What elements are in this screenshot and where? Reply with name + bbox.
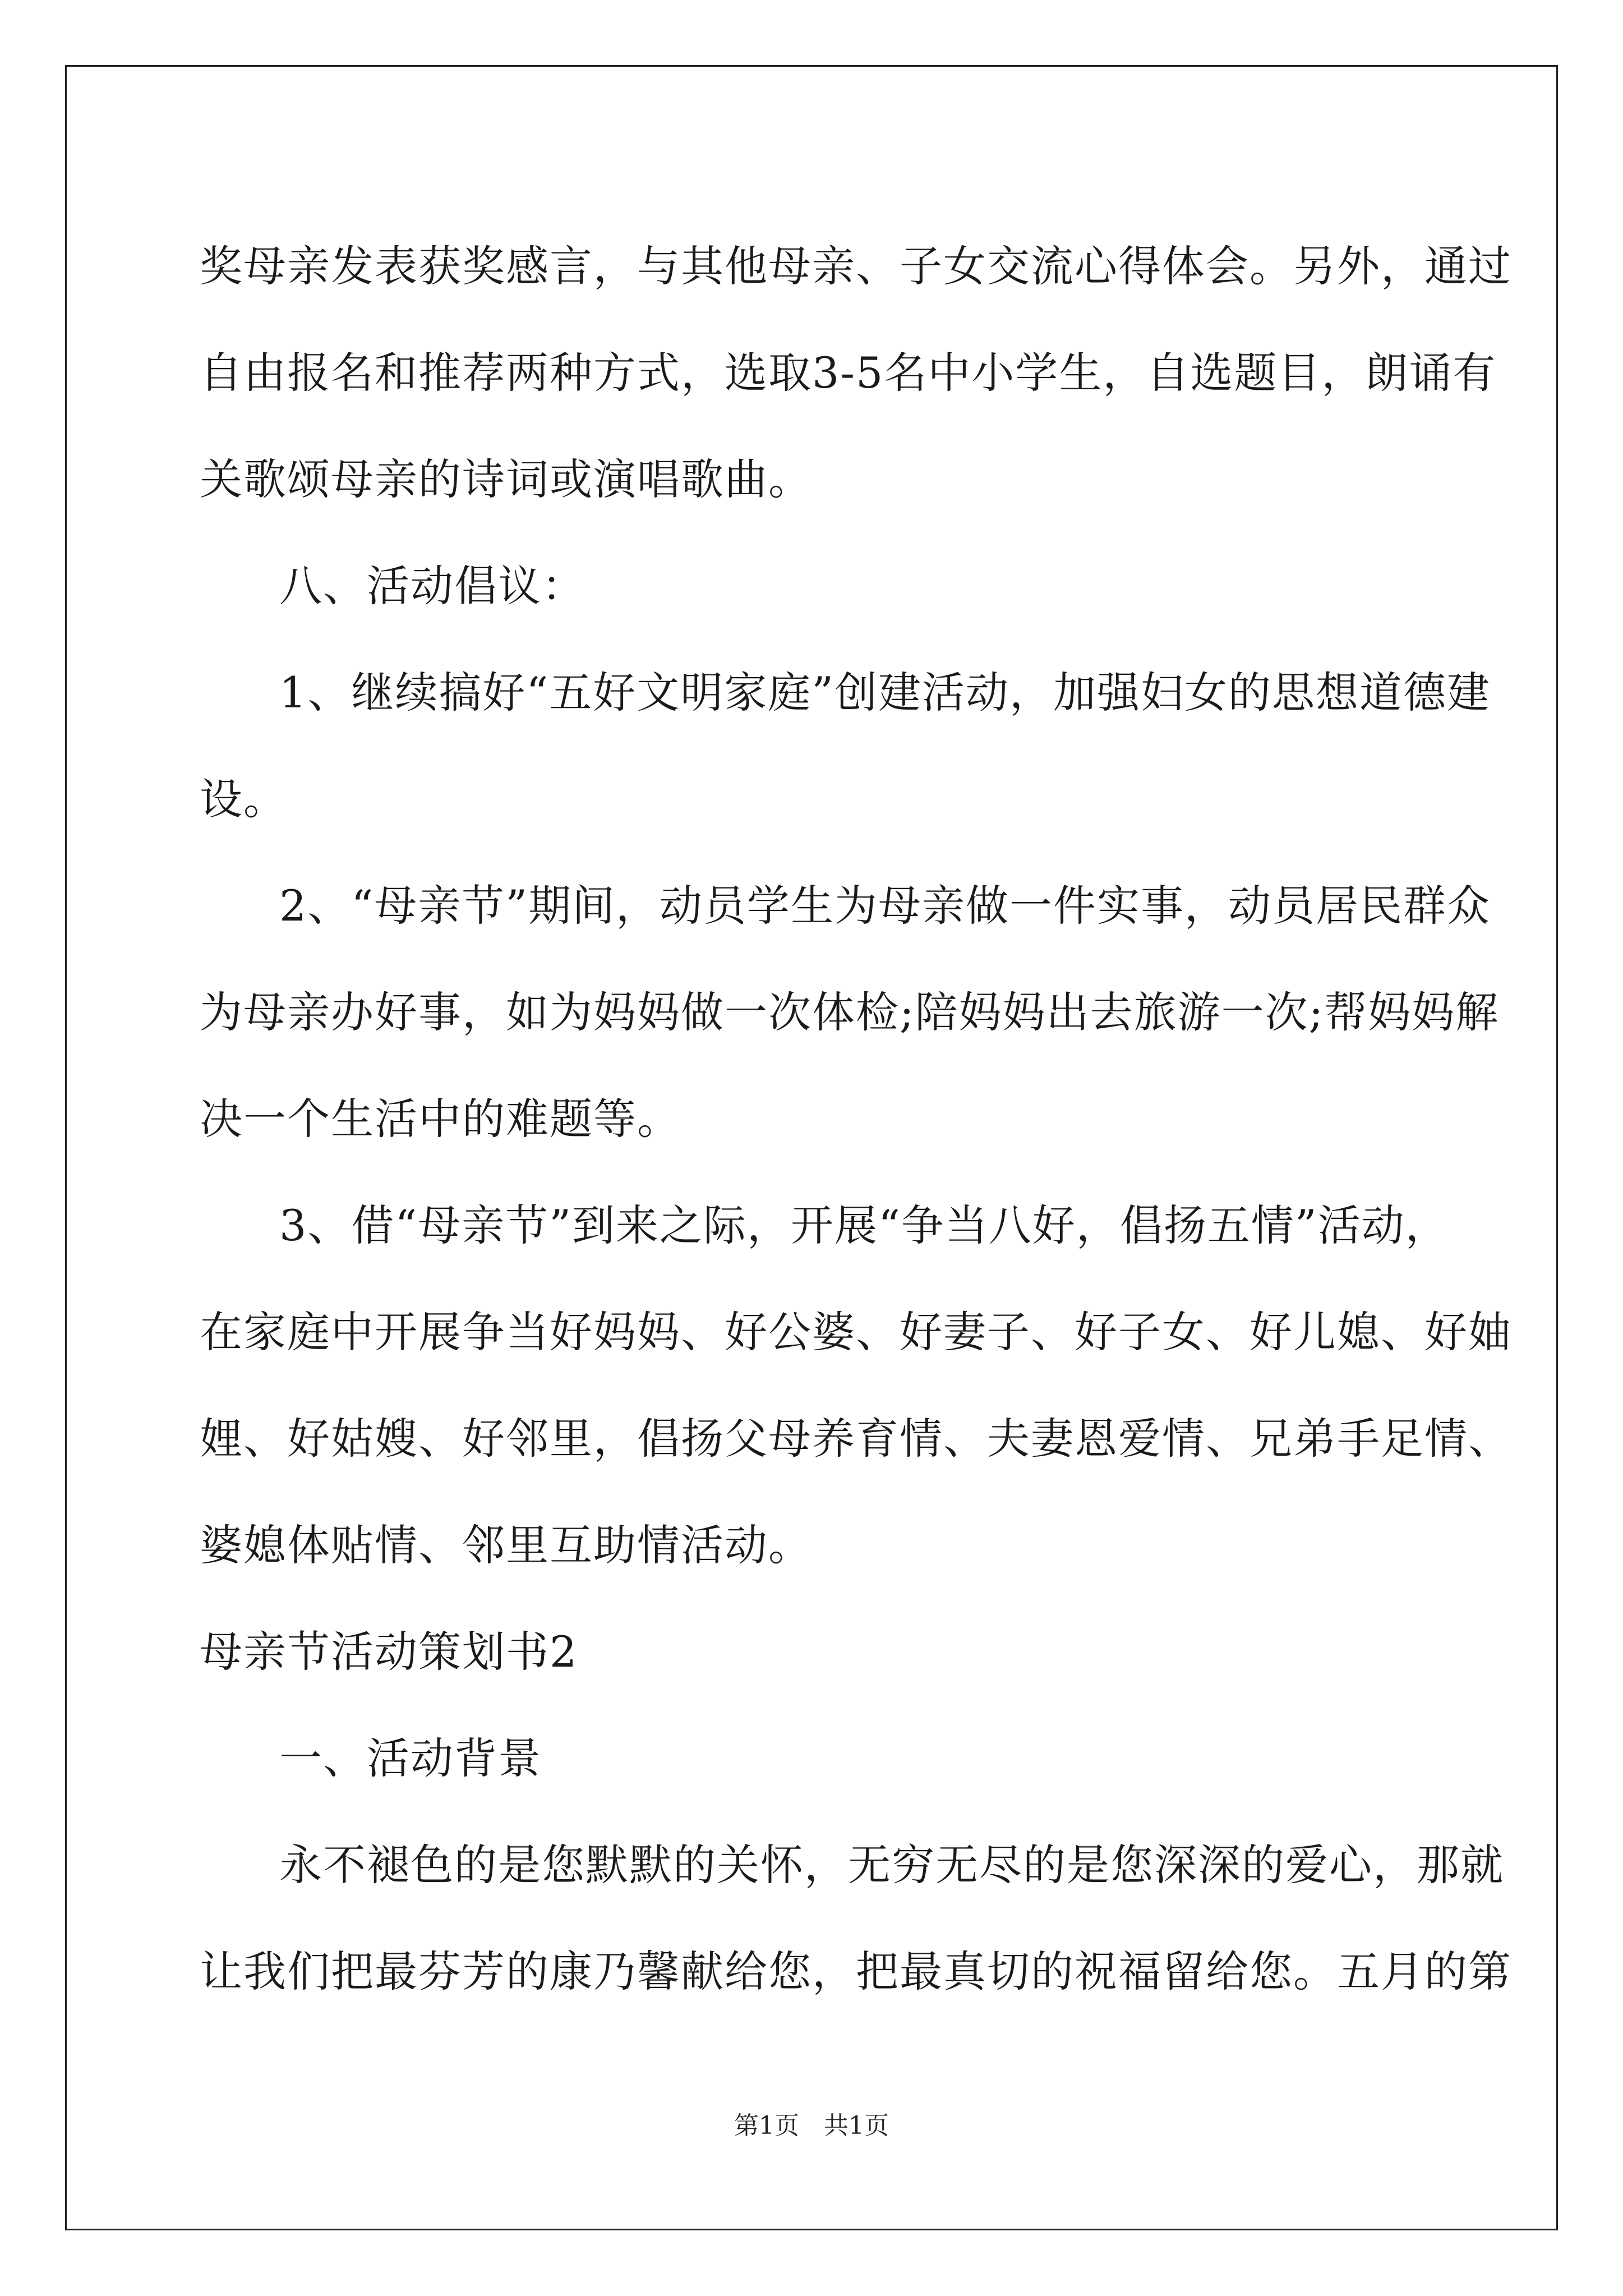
text-line: 关歌颂母亲的诗词或演唱歌曲。: [200, 454, 812, 504]
text-line: 自由报名和推荐两种方式，选取3-5名中小学生，自选题目，朗诵有: [200, 348, 1497, 398]
page-footer: 第1页 共1页: [734, 2111, 889, 2140]
document-body: [200, 213, 1512, 2025]
document-title: 母亲节活动策划书2: [200, 1627, 578, 1677]
text-line: 永不褪色的是您默默的关怀，无穷无尽的是您深深的爱心，那就: [279, 1840, 1504, 1890]
text-line: 1、继续搞好“五好文明家庭”创建活动，加强妇女的思想道德建: [279, 668, 1491, 717]
text-line: 设。: [200, 774, 287, 824]
text-line: 2、“母亲节”期间，动员学生为母亲做一件实事，动员居民群众: [279, 881, 1491, 931]
section-heading: 八、活动倡议：: [279, 561, 585, 611]
text-line: 在家庭中开展争当好妈妈、好公婆、好妻子、好子女、好儿媳、好妯: [200, 1307, 1512, 1357]
text-line: 让我们把最芬芳的康乃馨献给您，把最真切的祝福留给您。五月的第: [200, 1947, 1512, 1996]
section-heading: 一、活动背景: [279, 1733, 542, 1783]
text-line: 决一个生活中的难题等。: [200, 1094, 681, 1144]
text-line: 娌、好姑嫂、好邻里，倡扬父母养育情、夫妻恩爱情、兄弟手足情、: [200, 1414, 1512, 1464]
text-line: 3、借“母亲节”到来之际，开展“争当八好，倡扬五情”活动，: [279, 1200, 1449, 1250]
text-line: 婆媳体贴情、邻里互助情活动。: [200, 1520, 812, 1570]
text-line: 为母亲办好事，如为妈妈做一次体检;陪妈妈出去旅游一次;帮妈妈解: [200, 987, 1500, 1037]
text-line: 奖母亲发表获奖感言，与其他母亲、子女交流心得体会。另外，通过: [200, 241, 1512, 291]
